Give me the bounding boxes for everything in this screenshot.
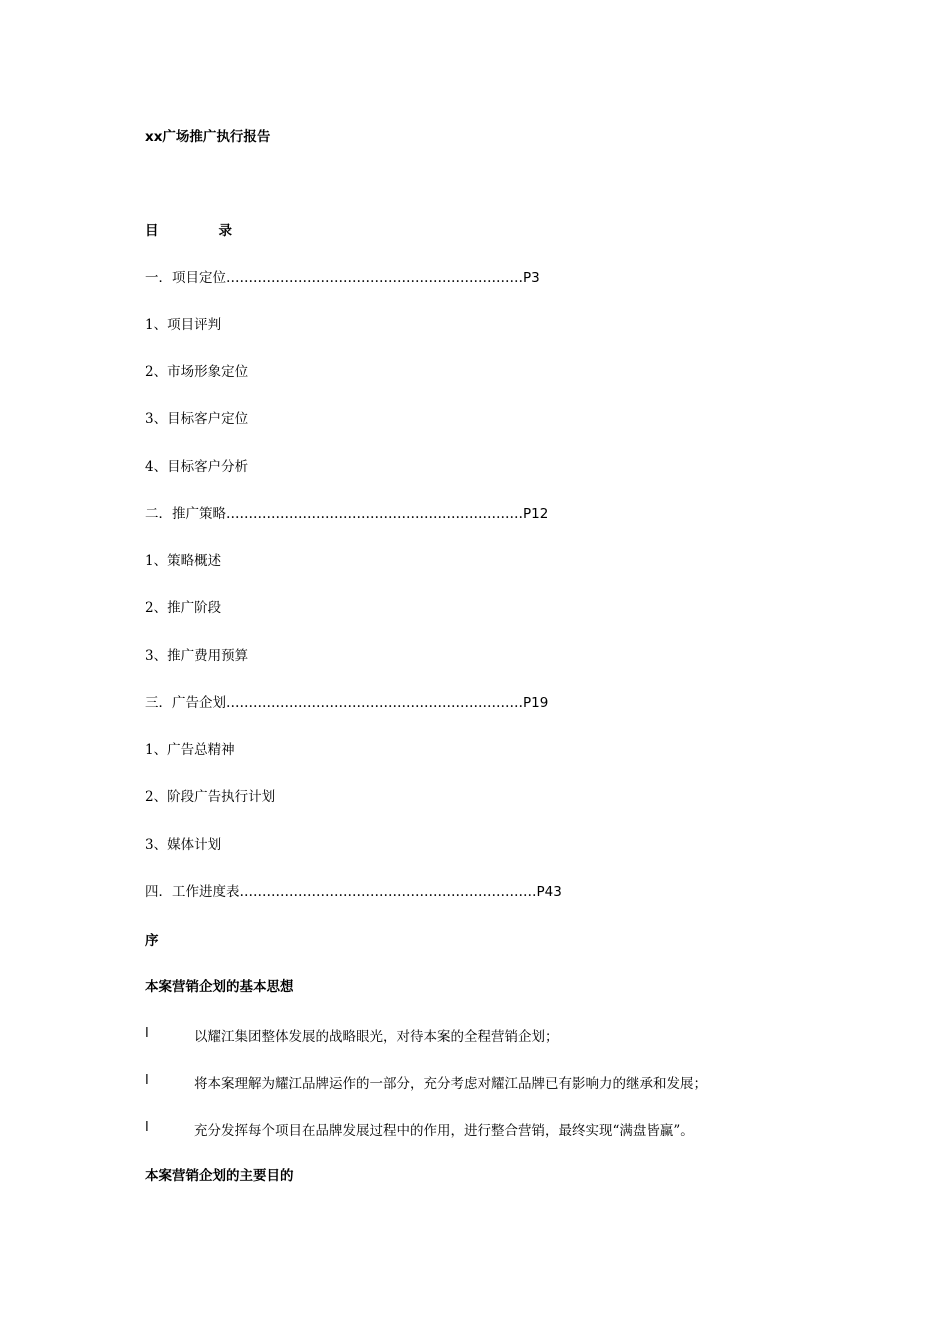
bullet-mark: l bbox=[145, 1025, 149, 1041]
toc-entry-page: P12 bbox=[523, 506, 549, 522]
toc-entry-dots: ………………………………………………………… bbox=[226, 695, 523, 711]
toc-entry bbox=[145, 410, 248, 428]
toc-entry-text: 1、广告总精神 bbox=[145, 742, 235, 758]
toc-entry-text: 1、策略概述 bbox=[145, 553, 222, 569]
section-heading: 本案营销企划的基本思想 bbox=[145, 979, 294, 995]
toc-entry bbox=[145, 647, 248, 665]
toc-entry-text: 一．项目定位 bbox=[145, 270, 226, 286]
bullet-mark: l bbox=[145, 1072, 149, 1088]
toc-entry-text: 2、阶段广告执行计划 bbox=[145, 789, 276, 805]
toc-heading bbox=[145, 222, 232, 240]
bullet-mark: l bbox=[145, 1119, 149, 1135]
bullet-text: 充分发挥每个项目在品牌发展过程中的作用，进行整合营销，最终实现“满盘皆赢”。 bbox=[194, 1123, 694, 1139]
toc-entry-text: 3、目标客户定位 bbox=[145, 411, 249, 427]
toc-entry-text: 2、推广阶段 bbox=[145, 600, 222, 616]
toc-entry bbox=[145, 552, 221, 570]
preface-heading: 序 bbox=[145, 933, 159, 949]
toc-entry bbox=[145, 741, 235, 759]
toc-entry bbox=[145, 458, 248, 476]
toc-heading-left: 目 bbox=[145, 223, 159, 239]
toc-entry-dots: ………………………………………………………… bbox=[226, 270, 523, 286]
toc-entry-text: 3、推广费用预算 bbox=[145, 648, 249, 664]
section-heading: 本案营销企划的主要目的 bbox=[145, 1168, 294, 1184]
bullet-text: 将本案理解为耀江品牌运作的一部分，充分考虑对耀江品牌已有影响力的继承和发展； bbox=[194, 1076, 707, 1092]
toc-entry-page: P3 bbox=[523, 270, 540, 286]
toc-entry bbox=[145, 694, 548, 712]
toc-heading-right: 录 bbox=[218, 223, 232, 239]
document-title: xx广场推广执行报告 bbox=[145, 129, 271, 145]
bullet-text: 以耀江集团整体发展的战略眼光，对待本案的全程营销企划； bbox=[194, 1029, 559, 1045]
toc-entry-text: 1、项目评判 bbox=[145, 317, 222, 333]
toc-entry-text: 三．广告企划 bbox=[145, 695, 226, 711]
toc-entry bbox=[145, 505, 548, 523]
toc-entry bbox=[145, 269, 540, 287]
toc-entry bbox=[145, 316, 221, 334]
toc-entry-text: 3、媒体计划 bbox=[145, 837, 222, 853]
toc-entry-text: 二．推广策略 bbox=[145, 506, 226, 522]
toc-entry-dots: ………………………………………………………… bbox=[239, 884, 537, 900]
toc-entry bbox=[145, 363, 248, 381]
toc-entry bbox=[145, 599, 221, 617]
toc-entry-text: 2、市场形象定位 bbox=[145, 364, 249, 380]
toc-entry bbox=[145, 788, 275, 806]
toc-entry bbox=[145, 836, 221, 854]
toc-entry bbox=[145, 883, 562, 901]
toc-entry-dots: ………………………………………………………… bbox=[226, 506, 523, 522]
toc-entry-page: P19 bbox=[523, 695, 549, 711]
toc-entry-text: 4、目标客户分析 bbox=[145, 459, 249, 475]
toc-entry-text: 四．工作进度表 bbox=[145, 884, 240, 900]
toc-entry-page: P43 bbox=[536, 884, 562, 900]
